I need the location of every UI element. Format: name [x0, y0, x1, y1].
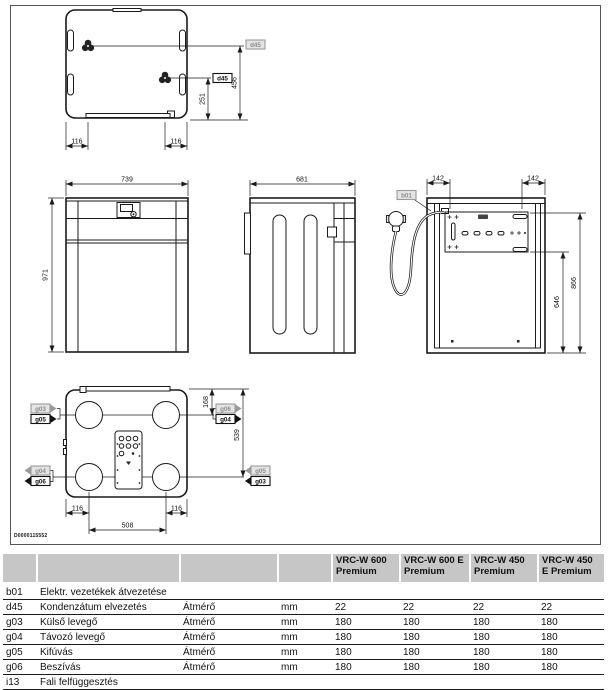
header-model-2: VRC-W 600 E Premium — [400, 554, 470, 582]
duct-port — [76, 464, 103, 491]
tag-d45-gray — [246, 40, 265, 49]
dim-116-right: 116 — [170, 505, 183, 513]
dim-739: 739 — [121, 176, 133, 184]
header-unit — [278, 554, 332, 582]
duct-port — [153, 402, 180, 429]
svg-text:b01: b01 — [401, 192, 412, 200]
dim-866: 866 — [571, 277, 578, 289]
table-row: g03 Külső levegő Átmérő mm 180 180 180 180 — [3, 615, 604, 630]
table-row: g05 Kifúvás Átmérő mm 180 180 180 180 — [3, 645, 604, 660]
table-row: i13 Fali felfüggesztés — [3, 675, 604, 690]
header-name — [37, 554, 180, 582]
header-model-3: VRC-W 450 Premium — [470, 554, 538, 582]
svg-text:d45: d45 — [217, 75, 228, 83]
dim-508: 508 — [121, 522, 134, 530]
spec-table — [3, 554, 604, 690]
dim-971: 971 — [42, 269, 50, 281]
duct-port — [153, 464, 180, 491]
control-panel — [117, 203, 140, 218]
table-row: g04 Távozó levegő Átmérő mm 180 180 180 180 — [3, 630, 604, 645]
power-plug — [387, 212, 406, 232]
front-view — [43, 177, 189, 353]
table-header-row — [3, 554, 604, 582]
top-view — [66, 9, 265, 151]
svg-text:g05: g05 — [255, 468, 266, 475]
tag-g04-gray — [31, 466, 50, 475]
tag-g05-gray — [251, 466, 270, 475]
tag-g05 — [31, 415, 50, 424]
tag-g03 — [251, 477, 270, 486]
drawing-id: D0000115552 — [14, 533, 48, 539]
dim-456: 456 — [231, 77, 239, 89]
tag-g04 — [216, 415, 235, 424]
bottom-view — [25, 387, 271, 535]
header-model-1: VRC-W 600 Premium — [332, 554, 400, 582]
dim-646: 646 — [554, 296, 561, 308]
tag-g06 — [31, 477, 50, 486]
table-row: d45 Kondenzátum elvezetés Átmérő mm 22 22 22 22 — [3, 600, 604, 615]
dim-251: 251 — [199, 93, 207, 105]
tag-g03-gray — [31, 404, 50, 413]
tag-g06-gray — [216, 404, 235, 413]
mounting-plate — [442, 209, 529, 253]
side-view — [245, 177, 356, 354]
dim-539: 539 — [234, 429, 241, 441]
svg-text:g04: g04 — [220, 416, 231, 424]
brand-mark — [478, 215, 488, 220]
tag-b01 — [397, 191, 416, 200]
dim-142-right: 142 — [527, 175, 539, 183]
svg-text:g06: g06 — [35, 478, 46, 486]
header-model-4: VRC-W 450 E Premium — [538, 554, 604, 582]
dim-116-left: 116 — [71, 138, 83, 146]
table-row: g06 Beszívás Átmérő mm 180 180 180 180 — [3, 660, 604, 675]
header-attr — [180, 554, 278, 582]
header-id — [3, 554, 37, 582]
rear-view — [387, 176, 586, 354]
svg-text:d45: d45 — [250, 42, 261, 49]
dim-116-right: 116 — [170, 138, 182, 146]
svg-text:g03: g03 — [35, 406, 46, 413]
dim-116-left: 116 — [71, 505, 84, 513]
svg-text:g04: g04 — [35, 468, 46, 475]
svg-text:g06: g06 — [220, 406, 231, 413]
dim-168: 168 — [203, 396, 210, 408]
dim-681: 681 — [296, 176, 308, 184]
table-row: b01 Elektr. vezetékek átvezetése — [3, 585, 604, 600]
dim-142-left: 142 — [432, 175, 444, 183]
duct-port — [76, 402, 103, 429]
connector-panel — [115, 431, 142, 489]
tag-d45 — [213, 74, 232, 83]
svg-text:g05: g05 — [35, 416, 46, 424]
svg-text:g03: g03 — [255, 478, 266, 486]
